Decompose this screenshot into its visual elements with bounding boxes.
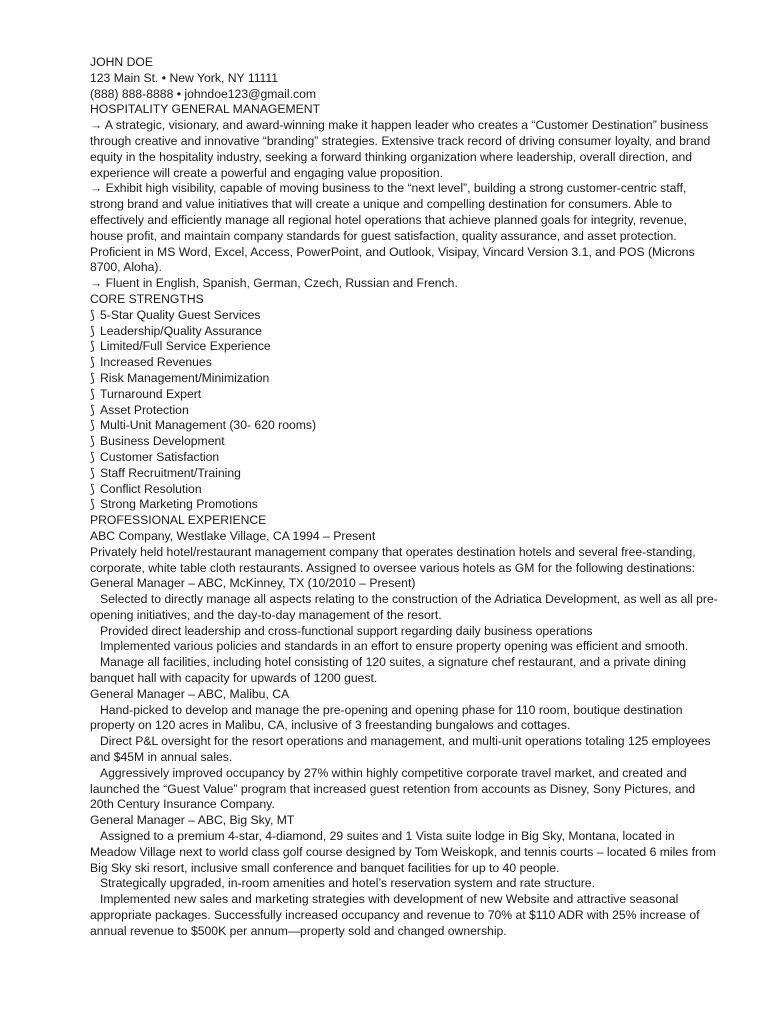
list-item: ⟆ Conflict Resolution (90, 481, 202, 496)
bullet-icon: ⟆ (90, 323, 95, 338)
bullet-icon: ⟆ (90, 465, 95, 480)
list-item: ⟆ 5-Star Quality Guest Services (90, 307, 261, 322)
role-title: General Manager – ABC, Malibu, CA (90, 686, 290, 701)
contact-line: (888) 888-8888 • johndoe123@gmail.com (90, 86, 316, 101)
list-item: Direct P&L oversight for the resort operations and management, and multi-unit operations totaling 125 employees and $45M in annual sales. (90, 734, 711, 765)
bullet-icon: ⟆ (90, 355, 95, 370)
bullet-icon: ⟆ (90, 449, 95, 464)
headline: HOSPITALITY GENERAL MANAGEMENT (90, 102, 321, 117)
bullet-icon: ⟆ (90, 370, 95, 385)
bullet-icon: ⟆ (90, 402, 95, 417)
bullet-icon: ⟆ (90, 418, 95, 433)
company-line: ABC Company, Westlake Village, CA 1994 – Present (90, 528, 376, 543)
list-item: Implemented new sales and marketing strategies with development of new Website and attractive seasonal appropriate packages. Successfully increased occupancy and revenue to 70% at $110 ADR with 25% increase of annual revenue to $500K per annum—property sold and changed ownership. (90, 892, 700, 938)
list-item: ⟆ Limited/Full Service Experience (90, 339, 271, 354)
candidate-name: JOHN DOE (90, 55, 153, 69)
bullet-icon: ⟆ (90, 434, 95, 449)
list-item: ⟆ Staff Recruitment/Training (90, 465, 241, 480)
list-item: ⟆ Customer Satisfaction (90, 449, 220, 464)
list-item: ⟆ Business Development (90, 434, 225, 449)
company-description: Privately held hotel/restaurant management company that operates destination hotels and several free-standing, corporate, white table cloth restaurants. Assigned to oversee various hotels as GM for the following destinations: (90, 544, 696, 575)
list-item: Hand-picked to develop and manage the pre-opening and opening phase for 110 room, boutique destination property on 120 acres in Malibu, CA, inclusive of 3 freestanding bungalows and cottages. (90, 702, 683, 733)
list-item: Aggressively improved occupancy by 27% within highly competitive corporate travel market, and created and launched the “Guest Value” program that increased guest retention from accounts as Disney, Sony Pictures, and 20th Century Insurance Company. (90, 765, 696, 812)
bullet-icon: ⟆ (90, 497, 95, 512)
list-item: Assigned to a premium 4-star, 4-diamond, 29 suites and 1 Vista suite lodge in Big Sky, Montana, located in Meadow Village next to world class golf course designed by Tom Weiskopk, and tennis courts – located 6 miles from Big Sky ski resort, inclusive small conference and banquet facilities for up to 40 people. (90, 829, 716, 875)
core-strengths-list (90, 308, 718, 513)
summary-paragraph: → A strategic, visionary, and award-winning make it happen leader who creates a “Customer Destination” business through creative and innovative “branding” strategies. Extensive track record of driving consumer loyalty, and brand equity in the hospitality industry, seeking a forward thinking organization where leadership, overall direction, and experience will create a powerful and engaging value proposition. (90, 118, 711, 180)
summary-paragraph: → Exhibit high visibility, capable of moving business to the “next level”, building a strong customer-centric staff, strong brand and value initiatives that will create a unique and compelling destination for consumers. Able to effectively and efficiently manage all regional hotel operations that achieve planned goals for integrity, revenue, house profit, and maintain company standards for guest satisfaction, quality assurance, and asset protection. Proficient in MS Word, Excel, Access, PowerPoint, and Outlook, Visipay, Vincard Version 3.1, and POS (Microns 8700, Aloha). (90, 181, 695, 275)
summary-paragraph: → Fluent in English, Spanish, German, Czech, Russian and French. (90, 276, 458, 291)
list-item: ⟆ Strong Marketing Promotions (90, 497, 258, 512)
list-item: Manage all facilities, including hotel consisting of 120 suites, a signature chef restaurant, and a private dining banquet hall with capacity for upwards of 1200 guest. (90, 655, 687, 686)
list-item: ⟆ Asset Protection (90, 402, 189, 417)
bullet-icon: ⟆ (90, 481, 95, 496)
address-line: 123 Main St. • New York, NY 11111 (90, 70, 279, 85)
bullet-icon: ⟆ (90, 307, 95, 322)
core-strengths-heading: CORE STRENGTHS (90, 291, 204, 306)
list-item: ⟆ Turnaround Expert (90, 386, 202, 401)
bullet-icon: ⟆ (90, 339, 95, 354)
role-title: General Manager – ABC, Big Sky, MT (90, 813, 295, 828)
list-item: Provided direct leadership and cross-functional support regarding daily business operations (100, 623, 593, 638)
experience-heading: PROFESSIONAL EXPERIENCE (90, 513, 267, 528)
list-item: Strategically upgraded, in-room amenities and hotel’s reservation system and rate structure. (100, 876, 595, 891)
list-item: ⟆ Leadership/Quality Assurance (90, 323, 262, 338)
bullet-icon: ⟆ (90, 386, 95, 401)
role-title: General Manager – ABC, McKinney, TX (10/2010 – Present) (90, 576, 416, 591)
list-item: ⟆ Increased Revenues (90, 355, 212, 370)
list-item: ⟆ Risk Management/Minimization (90, 370, 270, 385)
list-item: Selected to directly manage all aspects relating to the construction of the Adriatica Development, as well as all pre-opening initiatives, and the day-to-day management of the resort. (90, 592, 718, 622)
list-item: Implemented various policies and standards in an effort to ensure property opening was efficient and smooth. (100, 639, 689, 654)
list-item: ⟆ Multi-Unit Management (30- 620 rooms) (90, 418, 317, 433)
